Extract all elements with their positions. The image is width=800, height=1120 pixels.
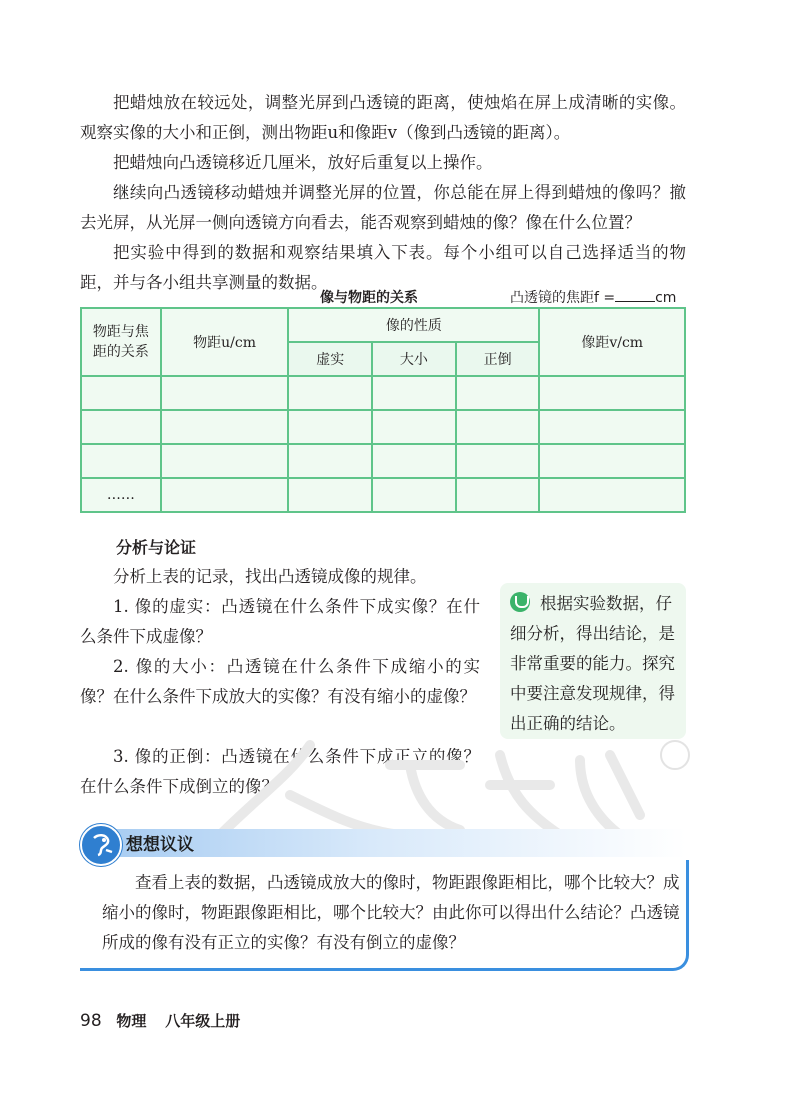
leaf-icon (510, 592, 530, 612)
subject-label: 物理 (116, 1012, 147, 1030)
paragraph-3: 继续向凸透镜移动蜡烛并调整光屏的位置，你总能在屏上得到蜡烛的像吗？撤去光屏，从光屏一侧向透镜方向看去，能否观察到蜡烛的像？像在什么位置？ (80, 183, 686, 232)
paragraph-2: 把蜡烛向凸透镜移近几厘米，放好后重复以上操作。 (113, 153, 493, 172)
analysis-item-3: 3. 像的正倒：凸透镜在什么条件下成正立的像？在什么条件下成倒立的像？ (80, 747, 480, 796)
table-row (81, 410, 685, 444)
think-discuss-title: 想想议议 (126, 835, 194, 855)
table-row (81, 444, 685, 478)
focal-length-text: 凸透镜的焦距f = (510, 290, 616, 306)
page-footer (80, 1010, 240, 1031)
analysis-heading: 分析与论证 (116, 538, 197, 557)
table-ellipsis: …… (81, 478, 161, 512)
think-header-bar (114, 829, 686, 857)
paragraph-4: 把实验中得到的数据和观察结果填入下表。每个小组可以自己选择适当的物距，并与各小组共享测量的数据。 (80, 243, 686, 292)
header-image-distance: 像距v/cm (539, 308, 685, 376)
focal-length-unit: cm (655, 290, 677, 306)
paragraph-1: 把蜡烛放在较远处，调整光屏到凸透镜的距离，使烛焰在屏上成清晰的实像。观察实像的大小和正倒，测出物距u和像距v（像到凸透镜的距离）。 (80, 93, 686, 142)
thinking-face-drawing (82, 826, 120, 864)
think-discuss-text: 查看上表的数据，凸透镜成放大的像时，物距跟像距相比，哪个比较大？成缩小的像时，物距跟像距相比，哪个比较大？由此你可以得出什么结论？凸透镜所成的像有没有正立的实像？有没有倒立的虚像？ (102, 873, 680, 952)
analysis-item-2: 2. 像的大小：凸透镜在什么条件下成缩小的实像？在什么条件下成放大的实像？有没有缩小的虚像？ (80, 657, 480, 706)
think-discuss-header (80, 826, 686, 860)
tip-text: 根据实验数据，仔细分析，得出结论，是非常重要的能力。探究中要注意发现规律，得出正确的结论。 (510, 594, 675, 733)
focal-length-blank (615, 289, 655, 302)
think-discuss-box (80, 860, 689, 971)
data-table (80, 307, 686, 513)
table-caption: 像与物距的关系 (320, 290, 418, 306)
table-row (81, 376, 685, 410)
header-image-nature: 像的性质 (288, 308, 539, 342)
header-size: 大小 (372, 342, 456, 376)
page-number: 98 (80, 1011, 102, 1031)
tip-box (500, 583, 686, 739)
grade-label: 八年级上册 (165, 1012, 241, 1030)
table-row (81, 478, 685, 512)
analysis-intro: 分析上表的记录，找出凸透镜成像的规律。 (113, 567, 427, 586)
header-relation: 物距与焦距的关系 (81, 308, 161, 376)
analysis-item-1: 1. 像的虚实：凸透镜在什么条件下成实像？在什么条件下成虚像？ (80, 597, 480, 646)
tip-paragraph (510, 589, 686, 739)
header-orientation: 正倒 (456, 342, 540, 376)
header-object-distance: 物距u/cm (161, 308, 289, 376)
header-real-virtual: 虚实 (288, 342, 372, 376)
focal-length-label (510, 287, 676, 307)
